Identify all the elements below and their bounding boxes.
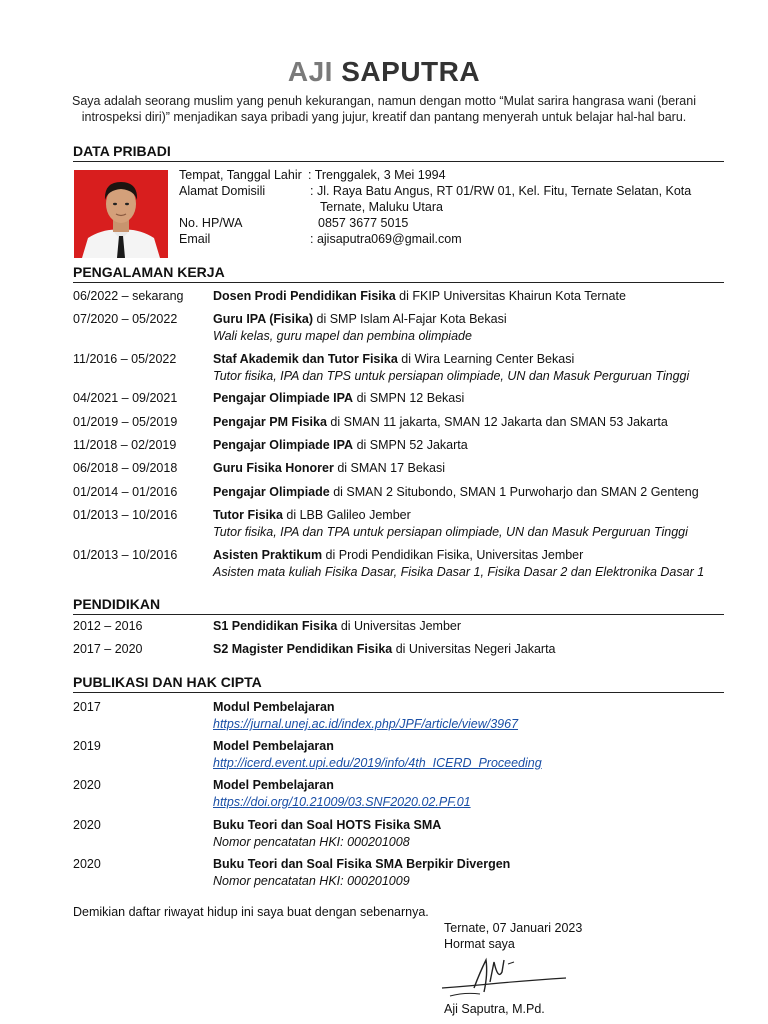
- motto-line-1: Saya adalah seorang muslim yang penuh kekurangan, namun dengan motto “Mulat sarira hangrasa wani (berani: [72, 94, 696, 108]
- hp-label: No. HP/WA: [179, 216, 243, 230]
- personal-row-alamat-2: [179, 199, 710, 215]
- signer-name: Aji Saputra, M.Pd.: [444, 1002, 545, 1016]
- experience-place: di SMP Islam Al-Fajar Kota Bekasi: [313, 312, 507, 326]
- cv-name: [0, 56, 768, 88]
- experience-place: di SMAN 17 Bekasi: [333, 461, 446, 475]
- education-place: di Universitas Jember: [337, 619, 462, 633]
- personal-row-ttl: [179, 167, 710, 183]
- publication-hki: Nomor pencatatan HKI: 000201009: [213, 874, 410, 888]
- publication-year: 2020: [73, 818, 101, 832]
- experience-date: 11/2018 – 02/2019: [73, 438, 177, 452]
- publication-title: Modul Pembelajaran: [213, 700, 335, 714]
- section-title-pengalaman: PENGALAMAN KERJA: [73, 264, 724, 283]
- publication-title: Model Pembelajaran: [213, 739, 334, 753]
- experience-note: Wali kelas, guru mapel dan pembina olimpiade: [213, 329, 472, 343]
- experience-date: 01/2013 – 10/2016: [73, 548, 178, 562]
- experience-note: Tutor fisika, IPA dan TPA untuk persiapan olimpiade, UN dan Masuk Perguruan Tinggi: [213, 525, 688, 539]
- place-date: Ternate, 07 Januari 2023: [444, 921, 583, 935]
- publication-year: 2020: [73, 778, 101, 792]
- alamat-value-1: : Jl. Raya Batu Angus, RT 01/RW 01, Kel. Fitu, Ternate Selatan, Kota: [310, 184, 692, 198]
- section-title-data-pribadi: DATA PRIBADI: [73, 143, 724, 162]
- personal-row-email: [179, 231, 710, 247]
- publication-link[interactable]: https://jurnal.unej.ac.id/index.php/JPF/article/view/3967: [213, 717, 519, 731]
- motto-line-2: introspeksi diri)” menjadikan saya pribadi yang jujur, kreatif dan pantang menyerah untuk belajar hal-hal baru.: [81, 110, 687, 124]
- experience-date: 07/2020 – 05/2022: [73, 312, 178, 326]
- section-title-publikasi: PUBLIKASI DAN HAK CIPTA: [73, 674, 724, 693]
- experience-role: Pengajar Olimpiade IPA: [213, 438, 354, 452]
- section-title-pendidikan: PENDIDIKAN: [73, 596, 724, 615]
- experience-date: 01/2014 – 01/2016: [73, 485, 178, 499]
- education-degree: S2 Magister Pendidikan Fisika: [213, 642, 393, 656]
- education-date: 2012 – 2016: [73, 619, 143, 633]
- personal-row-hp: [179, 215, 710, 231]
- experience-place: di SMPN 12 Bekasi: [353, 391, 465, 405]
- experience-date: 06/2022 – sekarang: [73, 289, 184, 303]
- publication-link[interactable]: http://icerd.event.upi.edu/2019/info/4th_ICERD_Proceeding: [213, 756, 542, 770]
- experience-role: Guru IPA (Fisika): [213, 312, 314, 326]
- first-name: AJI: [287, 56, 333, 87]
- publication-year: 2020: [73, 857, 101, 871]
- experience-role: Pengajar PM Fisika: [213, 415, 327, 429]
- experience-role: Tutor Fisika: [213, 508, 283, 522]
- experience-place: di FKIP Universitas Khairun Kota Ternate: [395, 289, 626, 303]
- closing-statement: Demikian daftar riwayat hidup ini saya buat dengan sebenarnya.: [73, 905, 429, 919]
- last-name: SAPUTRA: [341, 56, 481, 87]
- experience-role: Guru Fisika Honorer: [213, 461, 334, 475]
- publication-year: 2019: [73, 739, 101, 753]
- alamat-value-2: Ternate, Maluku Utara: [320, 200, 443, 214]
- experience-place: di SMAN 11 jakarta, SMAN 12 Jakarta dan SMAN 53 Jakarta: [326, 415, 668, 429]
- education-place: di Universitas Negeri Jakarta: [392, 642, 556, 656]
- experience-role: Pengajar Olimpiade: [213, 485, 330, 499]
- experience-note: Asisten mata kuliah Fisika Dasar, Fisika Dasar 1, Fisika Dasar 2 dan Elektronika Dasar 1: [213, 565, 705, 579]
- publication-title: Buku Teori dan Soal HOTS Fisika SMA: [213, 818, 442, 832]
- hp-value: 0857 3677 5015: [318, 216, 409, 230]
- publication-hki: Nomor pencatatan HKI: 000201008: [213, 835, 410, 849]
- email-value: : ajisaputra069@gmail.com: [310, 232, 462, 246]
- publication-title: Model Pembelajaran: [213, 778, 334, 792]
- motto: [60, 93, 708, 125]
- education-date: 2017 – 2020: [73, 642, 143, 656]
- experience-role: Staf Akademik dan Tutor Fisika: [213, 352, 398, 366]
- experience-place: di Prodi Pendidikan Fisika, Universitas Jember: [322, 548, 584, 562]
- personal-data: [179, 167, 710, 247]
- experience-place: di SMPN 52 Jakarta: [353, 438, 468, 452]
- experience-role: Asisten Praktikum: [213, 548, 323, 562]
- experience-date: 04/2021 – 09/2021: [73, 391, 178, 405]
- experience-date: 01/2019 – 05/2019: [73, 415, 178, 429]
- greeting: Hormat saya: [444, 937, 515, 951]
- experience-place: di LBB Galileo Jember: [282, 508, 411, 522]
- signature-image: [440, 952, 570, 1002]
- experience-role: Pengajar Olimpiade IPA: [213, 391, 354, 405]
- publication-title: Buku Teori dan Soal Fisika SMA Berpikir Divergen: [213, 857, 511, 871]
- ttl-value: : Trenggalek, 3 Mei 1994: [308, 168, 446, 182]
- experience-place: di Wira Learning Center Bekasi: [397, 352, 575, 366]
- sign-block: [444, 920, 582, 952]
- alamat-label: Alamat Domisili: [179, 184, 266, 198]
- profile-photo: [74, 170, 168, 258]
- ttl-label: Tempat, Tanggal Lahir: [179, 168, 302, 182]
- experience-note: Tutor fisika, IPA dan TPS untuk persiapan olimpiade, UN dan Masuk Perguruan Tinggi: [213, 369, 690, 383]
- personal-row-alamat: [179, 183, 710, 199]
- experience-date: 06/2018 – 09/2018: [73, 461, 178, 475]
- experience-role: Dosen Prodi Pendidikan Fisika: [213, 289, 396, 303]
- experience-place: di SMAN 2 Situbondo, SMAN 1 Purwoharjo dan SMAN 2 Genteng: [329, 485, 699, 499]
- experience-date: 01/2013 – 10/2016: [73, 508, 178, 522]
- email-label: Email: [179, 232, 211, 246]
- education-degree: S1 Pendidikan Fisika: [213, 619, 338, 633]
- experience-date: 11/2016 – 05/2022: [73, 352, 177, 366]
- publication-link[interactable]: https://doi.org/10.21009/03.SNF2020.02.PF.01: [213, 795, 471, 809]
- publication-year: 2017: [73, 700, 101, 714]
